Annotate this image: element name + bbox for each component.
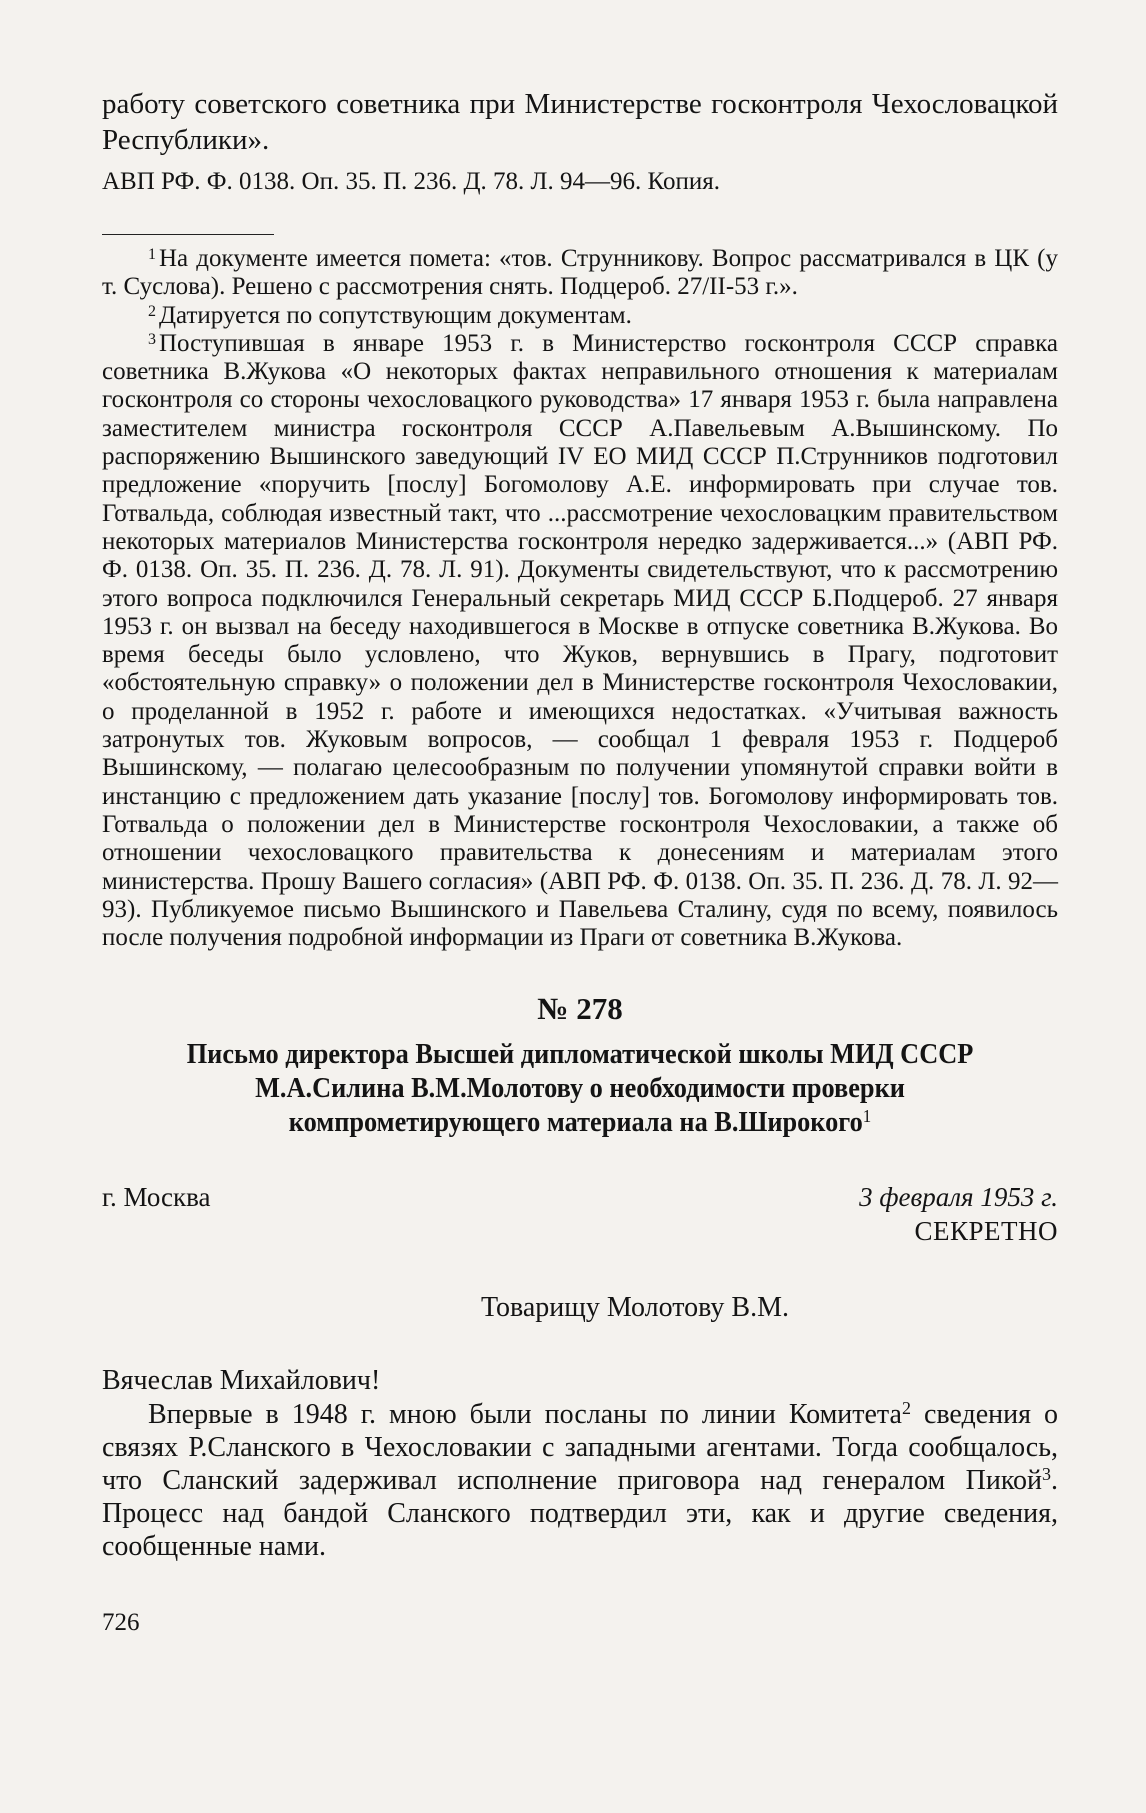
page-number: 726	[102, 1609, 140, 1637]
title-footnote-mark: 1	[862, 1106, 872, 1127]
footnote-3	[102, 330, 1058, 953]
footnote-text: Датируется по сопутствующим документам.	[159, 301, 632, 329]
archive-reference: АВП РФ. Ф. 0138. Оп. 35. П. 236. Д. 78. Л. 94—96. Копия.	[102, 168, 720, 195]
footnote-mark: 1	[148, 246, 156, 263]
addressee: Товарищу Молотову В.М.	[481, 1292, 789, 1324]
footnote-mark: 3	[148, 330, 156, 348]
document-meta	[102, 1178, 1058, 1252]
body-footnote-mark-2: 3	[1042, 1464, 1051, 1485]
document-title-text: Письмо директора Высшей дипломатической школы МИД СССР М.А.Силина В.М.Молотову о необходимости проверки компрометирующего материала на В.Широкого	[186, 1039, 974, 1139]
salutation: Вячеслав Михайлович!	[102, 1365, 381, 1397]
footnote-1	[102, 245, 1058, 302]
document-page	[102, 86, 1058, 1637]
document-title	[131, 1038, 1030, 1140]
body-footnote-mark-1: 2	[901, 1398, 911, 1419]
document-number: № 278	[537, 991, 623, 1027]
letter-body	[102, 1398, 1058, 1563]
footnote-divider	[102, 234, 274, 235]
body-part-2: сведения о связях Р.Сланского в Чехословакии с западными агентами. Тогда сообщалось, что Сланский задерживал исполнение приговора над генералом Пикой	[102, 1399, 1058, 1497]
document-date: 3 февраля 1953 г.	[859, 1182, 1058, 1213]
document-city: г. Москва	[102, 1182, 211, 1213]
footnote-text: Поступившая в январе 1953 г. в Министерство госконтроля СССР справка советника В.Жукова «О некоторых фактах неправильного отношения к материалам госконтроля со стороны чехословацкого руководства» 17 января 1953 г. была направлена заместителем министра госконтроля СССР А.Павельевым А.Вышинскому. По распоряжению Вышинского заведующий IV ЕО МИД СССР П.Струнников подготовил предложение «поручить [послу] Богомолову А.Е. информировать при случае тов. Готвальда, соблюдая известный такт, что ...рассмотрение чехословацким правительством некоторых материалов Министерства госконтроля нередко задерживается...» (АВП РФ. Ф. 0138. Оп. 35. П. 236. Д. 78. Л. 91). Документы свидетельствуют, что к рассмотрению этого вопроса подключился Генеральный секретарь МИД СССР Б.Подцероб. 27 января 1953 г. он вызвал на беседу находившегося в Москве в отпуске советника В.Жукова. Во время беседы было условлено, что Жуков, вернувшись в Прагу, подготовит «обстоятельную справку» о положении дел в Министерстве госконтроля Чехословакии, о проделанной в 1952 г. работе и имеющихся недостатках. «Учитывая важность затронутых тов. Жуковым вопросов, — сообщал 1 февраля 1953 г. Подцероб Вышинскому, — полагаю целесообразным по получении упомянутой справки войти в инстанцию с предложением дать указание [послу] тов. Богомолову информировать тов. Готвальда о положении дел в Министерстве госконтроля Чехословакии, а также об отношении чехословацкого правительства к донесениям и материалам этого министерства. Прошу Вашего согласия» (АВП РФ. Ф. 0138. Оп. 35. П. 236. Д. 78. Л. 92—93). Публикуемое письмо Вышинского и Павельева Сталину, судя по всему, появилось после получения подробной информации из Праги от советника В.Жукова.	[102, 329, 1058, 952]
footnote-text: На документе имеется помета: «тов. Струнникову. Вопрос рассматривался в ЦК (у т. Суслова). Решено с рассмотрения снять. Подцероб. 27/II-53 г.».	[102, 245, 1058, 301]
classification-stamp: СЕКРЕТНО	[914, 1216, 1058, 1247]
footnotes	[102, 245, 1058, 952]
body-part-1: Впервые в 1948 г. мною были посланы по линии Комитета	[148, 1399, 902, 1431]
footnote-mark: 2	[148, 302, 156, 320]
body-part-3: . Процесс над бандой Сланского подтвердил эти, как и другие сведения, сообщенные нами.	[102, 1465, 1058, 1563]
intro-paragraph: работу советского советника при Министерстве госконтроля Чехословацкой Республики».	[102, 88, 1058, 156]
footnote-2	[102, 302, 1058, 330]
